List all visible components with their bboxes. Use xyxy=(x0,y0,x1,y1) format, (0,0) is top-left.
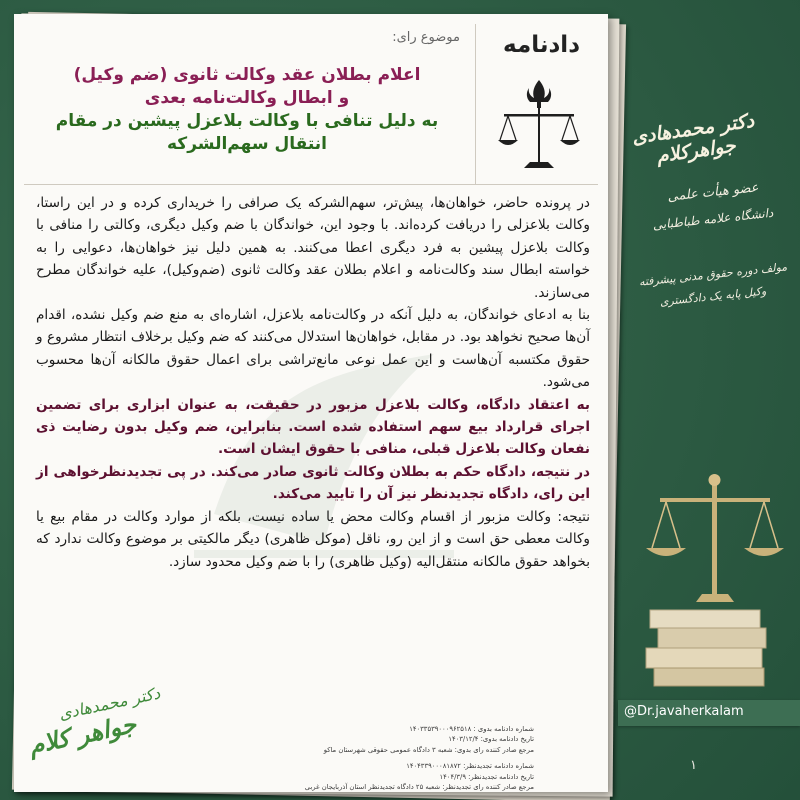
verdict-body xyxy=(36,192,590,702)
author-role: عضو هیأت علمی xyxy=(666,180,760,205)
page-number: ۱ xyxy=(690,758,697,773)
signature xyxy=(26,683,168,774)
body-paragraph: بنا به ادعای خواندگان، به دلیل آنکه در وکالت‌نامه بلاعزل، اشاره‌ای به منع ضم وکیل نشده، اقدام آن‌ها صحیح نخواهد بود. در مقابل، خواهان‌ها استدلال می‌کنند که ضم وکیل برخلاف انتظار مشروع و حقوق مکتسبه آن‌هاست و این عمل نوعی مانع‌تراشی برای اعمال حقوق مالکانه آن‌ها محسوب می‌شود. xyxy=(36,307,590,391)
body-paragraph: در پرونده حاضر، خواهان‌ها، پیش‌تر، سهم‌الشرکه یک صرافی را خریداری کرده و در این راستا، وکالت بلاعزلی را دریافت کرده‌اند. با وجود این، خواندگان با ضم وکیل دیگری، وکالتی را منافی با وکالت بلاعزل پیشین به فرد دیگری اعطا می‌کنند. به همین دلیل نیز خواهان‌ها، دعوایی را به خواسته ابطال سند وکالت‌نامه و اعلام بطلان عقد وکالت ثانوی (ضم‌وکیل)، علیه خواندگان مطرح می‌سازند. xyxy=(36,195,590,301)
signature-text: جواهر کلام xyxy=(26,709,139,760)
subject-label: موضوع رای: xyxy=(392,30,460,45)
title-box xyxy=(475,24,598,184)
doc-title: دادنامه xyxy=(503,32,580,58)
social-handle: @Dr.javaherkalam xyxy=(624,704,744,719)
subject-line: اعلام بطلان عقد وکالت ثانوی (ضم وکیل) xyxy=(73,65,421,85)
case-info-row: مرجع صادر کننده رای تجدیدنظر: شعبه ۲۵ دادگاه تجدیدنظر استان آذربایجان غربی xyxy=(304,783,534,792)
social-handle-bar xyxy=(618,700,800,726)
author-role: وکیل پایه یک دادگستری xyxy=(659,284,767,309)
subject-title xyxy=(30,64,464,156)
body-paragraph: نتیجه: وکالت مزبور از اقسام وکالت محض یا ساده نیست، بلکه از موارد وکالت در مقام بیع یا وکالت معطی حق است و از این رو، ناقل (موکل ظاهری) دیگر مالکیتی بر موضوع وکالت ندارد که بخواهد حقوق مالکانه منتقل‌الیه (وکیل ظاهری) را با ضم وکیل محدود سازد. xyxy=(36,508,590,570)
case-info-row: تاریخ دادنامه تجدیدنظر: ۱۴۰۴/۳/۹ xyxy=(439,772,534,781)
case-info-row: شماره دادنامه بدوی : ۱۴۰۳۳۵۳۹۰۰۰۹۶۲۵۱۸ xyxy=(409,725,534,733)
author-role: مولف دوره حقوق مدنی پیشرفته xyxy=(638,260,788,289)
justice-scale-emblem-icon xyxy=(494,74,584,174)
body-paragraph: به اعتقاد دادگاه، وکالت بلاعزل مزبور در حقیقت، به عنوان ابزاری برای تضمین اجرای قرارداد بیع سهم استفاده شده است. بنابراین، ضم وکیل بدون رضایت ذی نفعان وکالت بلاعزل قبلی، منافی با حقوق ایشان است. xyxy=(36,396,590,458)
body-paragraph: در نتیجه، دادگاه حکم به بطلان وکالت ثانوی صادر می‌کند. در پی تجدیدنظرخواهی از این رای، دادگاه تجدیدنظر نیز آن را تایید می‌کند. xyxy=(36,463,590,503)
subject-line: و ابطال وکالت‌نامه بعدی xyxy=(144,88,350,108)
header-divider xyxy=(24,184,598,185)
subject-box xyxy=(24,24,470,184)
author-panel xyxy=(608,0,800,800)
case-info-row: تاریخ دادنامه بدوی: ۱۴۰۳/۱۲/۴ xyxy=(448,735,534,744)
scale-and-books-icon xyxy=(640,470,790,690)
signature-first: دکتر محمدهادی xyxy=(57,683,162,724)
subject-line: به دلیل تنافی با وکالت بلاعزل پیشین در مقام xyxy=(55,111,439,131)
subject-line: انتقال سهم‌الشرکه xyxy=(167,134,327,154)
verdict-sheet xyxy=(14,14,608,792)
case-info-row: شماره دادنامه تجدیدنظر: ۱۴۰۴۳۳۹۰۰۰۸۱۸۷۲ xyxy=(406,762,534,771)
author-role: دانشگاه علامه طباطبایی xyxy=(652,205,774,233)
author-name: دکتر محمدهادی جواهرکلام xyxy=(630,109,756,168)
case-info xyxy=(174,724,534,792)
case-info-row: مرجع صادر کننده رای بدوی: شعبه ۳ دادگاه عمومی حقوقی شهرستان ماکو xyxy=(323,745,534,754)
verdict-header xyxy=(24,24,598,184)
